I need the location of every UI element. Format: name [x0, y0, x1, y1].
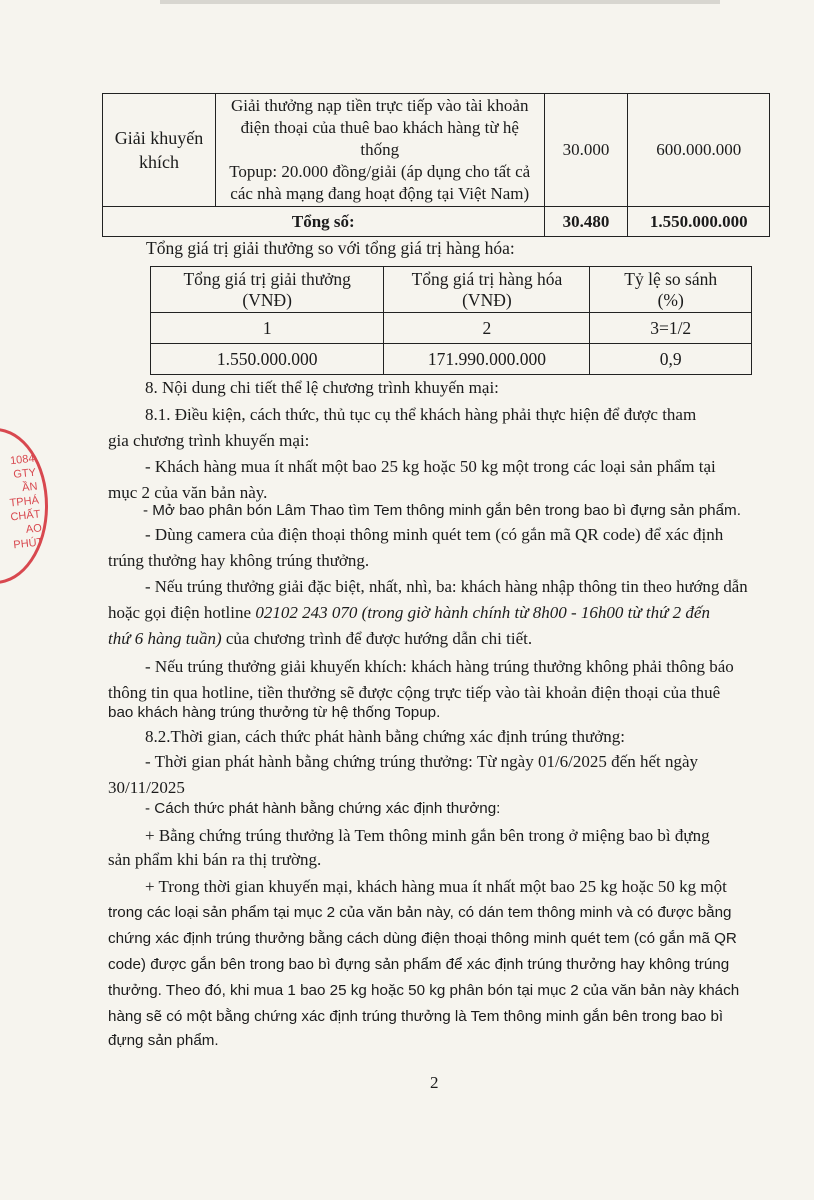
paragraph-line: - Khách hàng mua ít nhất một bao 25 kg hoặc 50 kg một trong các loại sản phẩm tại: [145, 457, 716, 476]
header-goods-total: Tổng giá trị hàng hóa (VNĐ): [384, 267, 590, 313]
paragraph-line: - Nếu trúng thưởng giải đặc biệt, nhất, nhì, ba: khách hàng nhập thông tin theo hướng dẫn: [145, 577, 748, 596]
paragraph-line: bao khách hàng trúng thưởng từ hệ thống Topup.: [108, 704, 441, 721]
table-cell: 0,9: [590, 344, 752, 375]
paragraph-line: code) được gắn bên trong bao bì đựng sản phẩm để xác định trúng thưởng hay không trúng: [108, 956, 730, 973]
table-row: [151, 313, 752, 344]
scan-edge: [160, 0, 720, 4]
paragraph-line: thưởng. Theo đó, khi mua 1 bao 25 kg hoặc 50 kg phân bón tại mục 2 của văn bản này khách: [108, 982, 740, 999]
paragraph-line: - Thời gian phát hành bằng chứng trúng thưởng: Từ ngày 01/6/2025 đến hết ngày: [145, 752, 699, 771]
prize-table: [102, 93, 770, 237]
header-ratio: Tỷ lệ so sánh (%): [590, 267, 752, 313]
paragraph-line: - Dùng camera của điện thoại thông minh quét tem (có gắn mã QR code) để xác định: [145, 525, 724, 544]
paragraph-line: - Cách thức phát hành bằng chứng xác định thưởng:: [145, 800, 501, 817]
total-label: Tổng số:: [103, 207, 545, 237]
table-row: [151, 344, 752, 375]
table-cell: 171.990.000.000: [384, 344, 590, 375]
table-header-row: [151, 267, 752, 313]
table-cell: 2: [384, 313, 590, 344]
paragraph-line: thông tin qua hotline, tiền thưởng sẽ được cộng trực tiếp vào tài khoản điện thoại của thuê: [108, 683, 721, 702]
comparison-intro: Tổng giá trị giải thưởng so với tổng giá trị hàng hóa:: [146, 238, 515, 258]
header-prize-total: Tổng giá trị giải thưởng (VNĐ): [151, 267, 384, 313]
paragraph-line: mục 2 của văn bản này.: [108, 483, 268, 502]
total-quantity: 30.480: [544, 207, 628, 237]
subsection-heading: 8.2.Thời gian, cách thức phát hành bằng chứng xác định trúng thưởng:: [145, 727, 625, 746]
prize-description: Giải thưởng nạp tiền trực tiếp vào tài khoản điện thoại của thuê bao khách hàng từ hệ thống Topup: 20.000 đồng/giải (áp dụng cho tất cả các nhà mạng đang hoạt động tại Việt Nam): [215, 94, 544, 207]
paragraph-line: - Mở bao phân bón Lâm Thao tìm Tem thông minh gắn bên trong bao bì đựng sản phẩm.: [143, 502, 741, 519]
table-cell: 1.550.000.000: [151, 344, 384, 375]
paragraph-line: đựng sản phẩm.: [108, 1032, 219, 1049]
paragraph-line: gia chương trình khuyến mại:: [108, 431, 310, 450]
paragraph-line: + Bằng chứng trúng thưởng là Tem thông minh gắn bên trong ở miệng bao bì đựng: [145, 826, 710, 845]
prize-category: Giải khuyến khích: [103, 94, 216, 207]
total-row: [103, 207, 770, 237]
paragraph-line: trúng thưởng hay không trúng thưởng.: [108, 551, 370, 570]
paragraph-line: 30/11/2025: [108, 778, 185, 797]
prize-value: 600.000.000: [628, 94, 770, 207]
paragraph-line: 8.1. Điều kiện, cách thức, thủ tục cụ thể khách hàng phải thực hiện để được tham: [145, 405, 697, 424]
paragraph-line: chứng xác định trúng thưởng bằng cách dùng điện thoại thông minh quét tem (có gắn mã QR: [108, 930, 737, 947]
paragraph-line: trong các loại sản phẩm tại mục 2 của văn bản này, có dán tem thông minh và có được bằng: [108, 904, 732, 921]
page-number: 2: [430, 1073, 439, 1092]
table-cell: 1: [151, 313, 384, 344]
seal-text: 1084 GTY ẦN TPHÁ CHẤT AO PHÚT: [9, 452, 44, 552]
paragraph-line: thứ 6 hàng tuần) của chương trình để được hướng dẫn chi tiết.: [108, 629, 533, 648]
paragraph-line: hàng sẽ có một bằng chứng xác định trúng thưởng là Tem thông minh gắn bên trong bao bì: [108, 1008, 724, 1025]
prize-quantity: 30.000: [544, 94, 628, 207]
paragraph-line: hoặc gọi điện hotline 02102 243 070 (trong giờ hành chính từ 8h00 - 16h00 từ thứ 2 đến: [108, 603, 710, 622]
comparison-table: [150, 266, 752, 375]
paragraph-line: + Trong thời gian khuyến mại, khách hàng mua ít nhất một bao 25 kg hoặc 50 kg một: [145, 877, 727, 896]
company-seal: [0, 428, 48, 584]
table-row: [103, 94, 770, 207]
section-heading: 8. Nội dung chi tiết thể lệ chương trình khuyến mại:: [145, 378, 499, 397]
paragraph-line: - Nếu trúng thưởng giải khuyến khích: khách hàng trúng thưởng không phải thông báo: [145, 657, 734, 676]
total-value: 1.550.000.000: [628, 207, 770, 237]
paragraph-line: sản phẩm khi bán ra thị trường.: [108, 850, 322, 869]
table-cell: 3=1/2: [590, 313, 752, 344]
hotline-text: 02102 243 070 (trong giờ hành chính từ 8h00 - 16h00 từ thứ 2 đến: [255, 603, 710, 622]
